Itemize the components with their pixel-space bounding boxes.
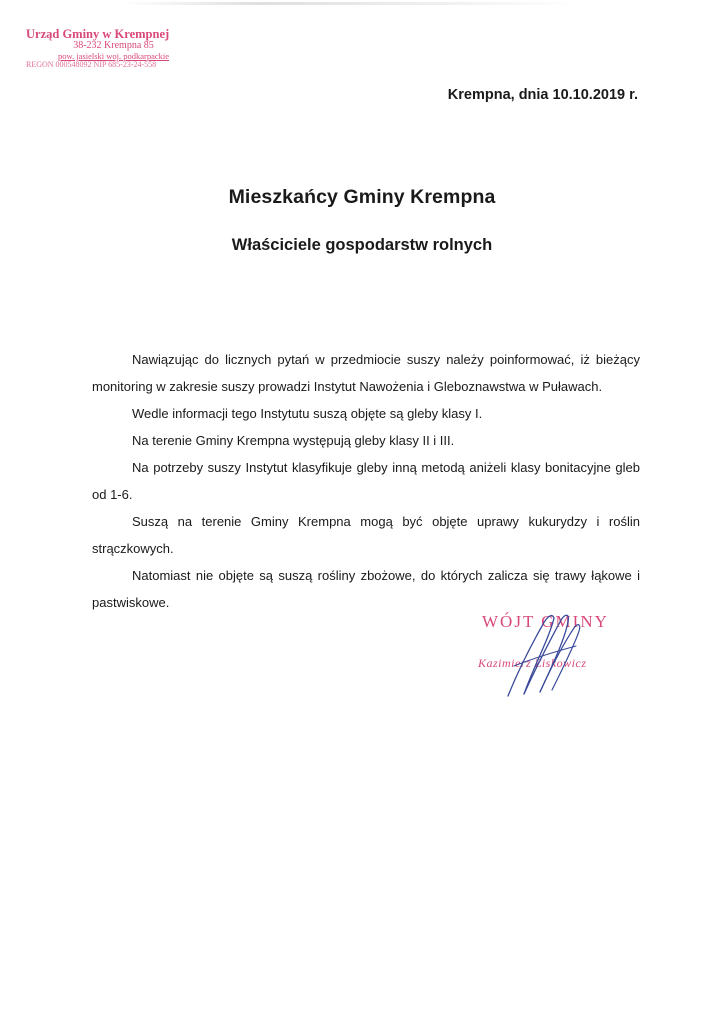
paragraph: Na terenie Gminy Krempna występują gleby klasy II i III.: [132, 433, 455, 448]
mayor-stamp-title: WÓJT GMINY: [482, 612, 609, 631]
document-title: Mieszkańcy Gminy Krempna: [228, 186, 496, 208]
document-date: Krempna, dnia 10.10.2019 r.: [447, 87, 638, 103]
handwritten-signature: [494, 606, 584, 701]
paragraph: Natomiast nie objęte są suszą rośliny zbożowe, do których zalicza się trawy łąkowe i pastwiskowe.: [92, 568, 640, 610]
mayor-stamp-name: Kazimierz Ziskowicz: [478, 656, 587, 670]
stamp-district: pow. jasielski woj. podkarpackie: [57, 50, 170, 61]
scan-artifact: [120, 2, 580, 5]
paragraph: Suszą na terenie Gminy Krempna mogą być objęte uprawy kukurydzy i roślin strączkowych.: [92, 514, 640, 556]
paragraph: Wedle informacji tego Instytutu suszą objęte są gleby klasy I.: [132, 406, 483, 421]
paragraph: Na potrzeby suszy Instytut klasyfikuje gleby inną metodą aniżeli klasy bonitacyjne gleb od 1-6.: [92, 460, 640, 502]
document-body: [92, 346, 640, 616]
document-subtitle: Właściciele gospodarstw rolnych: [231, 236, 493, 254]
stamp-regon-nip: REGON 000548092 NIP 685-23-24-558: [26, 59, 157, 69]
office-stamp: [26, 28, 201, 69]
paragraph: Nawiązując do licznych pytań w przedmiocie suszy należy poinformować, iż bieżący monitoring w zakresie suszy prowadzi Instytut Nawożenia i Gleboznawstwa w Puławach.: [92, 352, 640, 394]
stamp-address: 38-232 Krempna 85: [73, 40, 154, 52]
stamp-office-name: Urząd Gminy w Krempnej: [26, 27, 170, 41]
